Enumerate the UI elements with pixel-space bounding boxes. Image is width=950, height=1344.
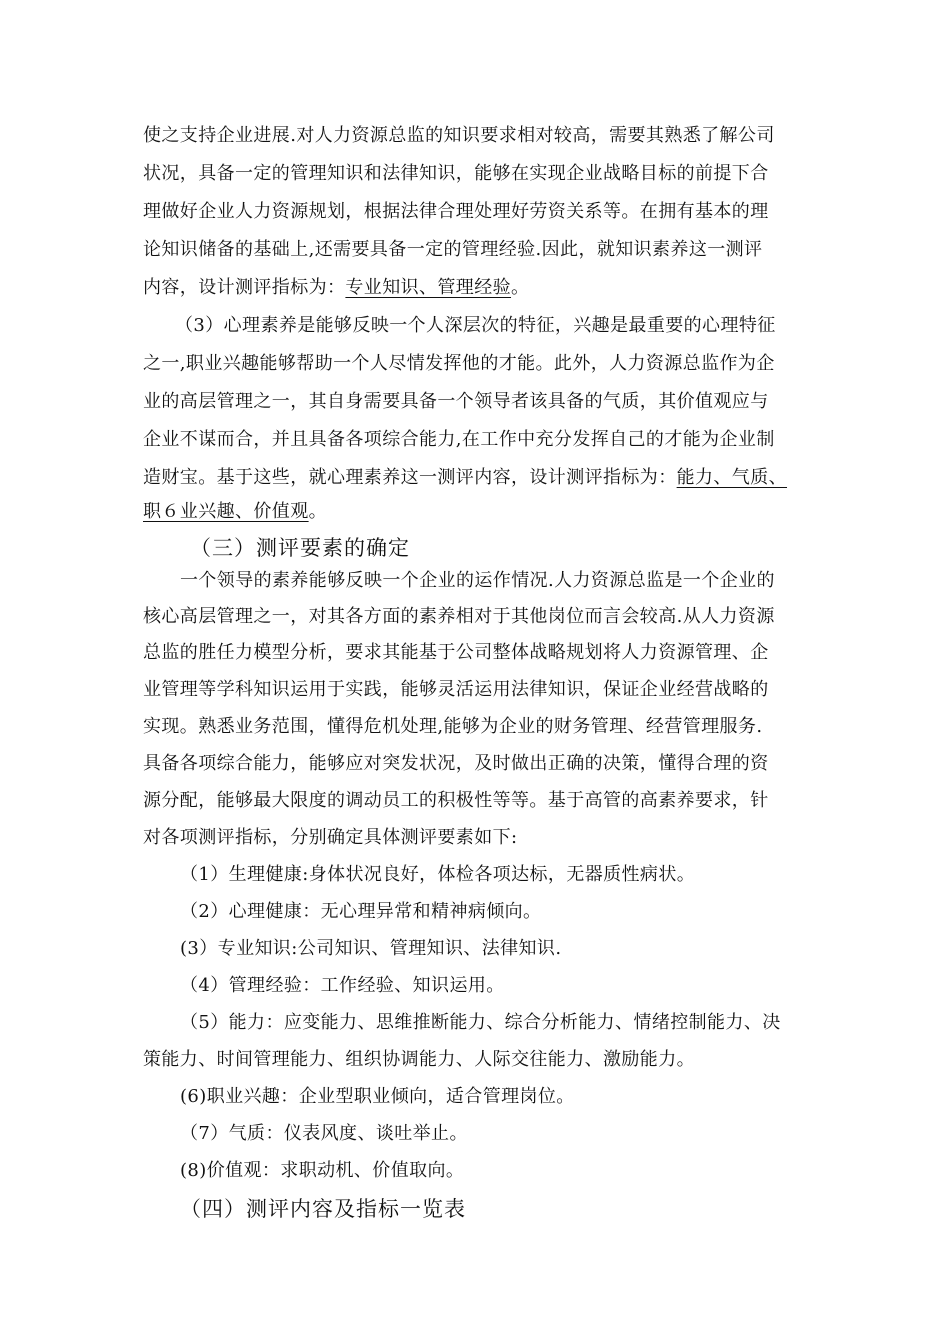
text-line: （3）心理素养是能够反映一个人深层次的特征，兴趣是最重要的心理特征 (175, 315, 776, 336)
text-line: 总监的胜任力模型分析，要求其能基于公司整体战略规划将人力资源管理、企 (143, 642, 769, 663)
list-item: （5）能力：应变能力、思维推断能力、综合分析能力、情绪控制能力、决 (180, 1012, 781, 1033)
text-line (143, 276, 529, 300)
text-line: 业管理等学科知识运用于实践，能够灵活运用法律知识，保证企业经营战略的 (143, 679, 769, 700)
text-run: 。 (308, 501, 328, 522)
list-item: 策能力、时间管理能力、组织协调能力、人际交往能力、激励能力。 (143, 1049, 695, 1070)
text-run: 造财宝。基于这些，就心理素养这一测评内容，设计测评指标为： (143, 467, 677, 488)
list-item: （4）管理经验：工作经验、知识运用。 (180, 975, 505, 996)
text-line: 对各项测评指标，分别确定具体测评要素如下: (143, 827, 518, 848)
text-line (143, 500, 327, 524)
text-run: 。 (511, 277, 530, 298)
underlined-indicators: 专业知识、管理经验 (345, 277, 512, 298)
text-line: 源分配，能够最大限度的调动员工的积极性等等。基于高管的高素养要求，针 (143, 790, 769, 811)
list-item: (3）专业知识:公司知识、管理知识、法律知识. (180, 938, 562, 959)
text-line: 具备各项综合能力，能够应对突发状况，及时做出正确的决策，懂得合理的资 (143, 753, 769, 774)
list-item: (8)价值观：求职动机、价值取向。 (180, 1160, 465, 1181)
text-line: 使之支持企业进展.对人力资源总监的知识要求相对较高，需要其熟悉了解公司 (143, 125, 775, 146)
text-line: 之一,职业兴趣能够帮助一个人尽情发挥他的才能。此外，人力资源总监作为企 (143, 353, 775, 374)
text-line: 理做好企业人力资源规划，根据法律合理处理好劳资关系等。在拥有基本的理 (143, 201, 769, 222)
section-heading: （三）测评要素的确定 (190, 536, 410, 560)
list-item: （1）生理健康:身体状况良好，体检各项达标，无器质性病状。 (180, 864, 696, 885)
underlined-indicators: 职６业兴趣、价值观 (143, 501, 309, 522)
section-heading: （四）测评内容及指标一览表 (180, 1197, 466, 1221)
text-line: 业的高层管理之一，其自身需要具备一个领导者该具备的气质，其价值观应与 (143, 391, 769, 412)
underlined-indicators: 能力、气质、 (676, 467, 788, 488)
text-line: 状况，具备一定的管理知识和法律知识，能够在实现企业战略目标的前提下合 (143, 163, 769, 184)
text-line: 实现。熟悉业务范围，懂得危机处理,能够为企业的财务管理、经营管理服务. (143, 716, 763, 737)
text-line: 核心高层管理之一，对其各方面的素养相对于其他岗位而言会较高.从人力资源 (143, 606, 775, 627)
list-item: （7）气质：仪表风度、谈吐举止。 (180, 1123, 468, 1144)
text-line: 企业不谋而合，并且具备各项综合能力,在工作中充分发挥自己的才能为企业制 (143, 429, 775, 450)
text-run: 内容，设计测评指标为： (143, 277, 346, 298)
text-line: 一个领导的素养能够反映一个企业的运作情况.人力资源总监是一个企业的 (180, 570, 775, 591)
text-line (143, 466, 787, 490)
list-item: (6)职业兴趣：企业型职业倾向，适合管理岗位。 (180, 1086, 575, 1107)
text-line: 论知识储备的基础上,还需要具备一定的管理经验.因此，就知识素养这一测评 (143, 239, 763, 260)
list-item: （2）心理健康：无心理异常和精神病倾向。 (180, 901, 542, 922)
